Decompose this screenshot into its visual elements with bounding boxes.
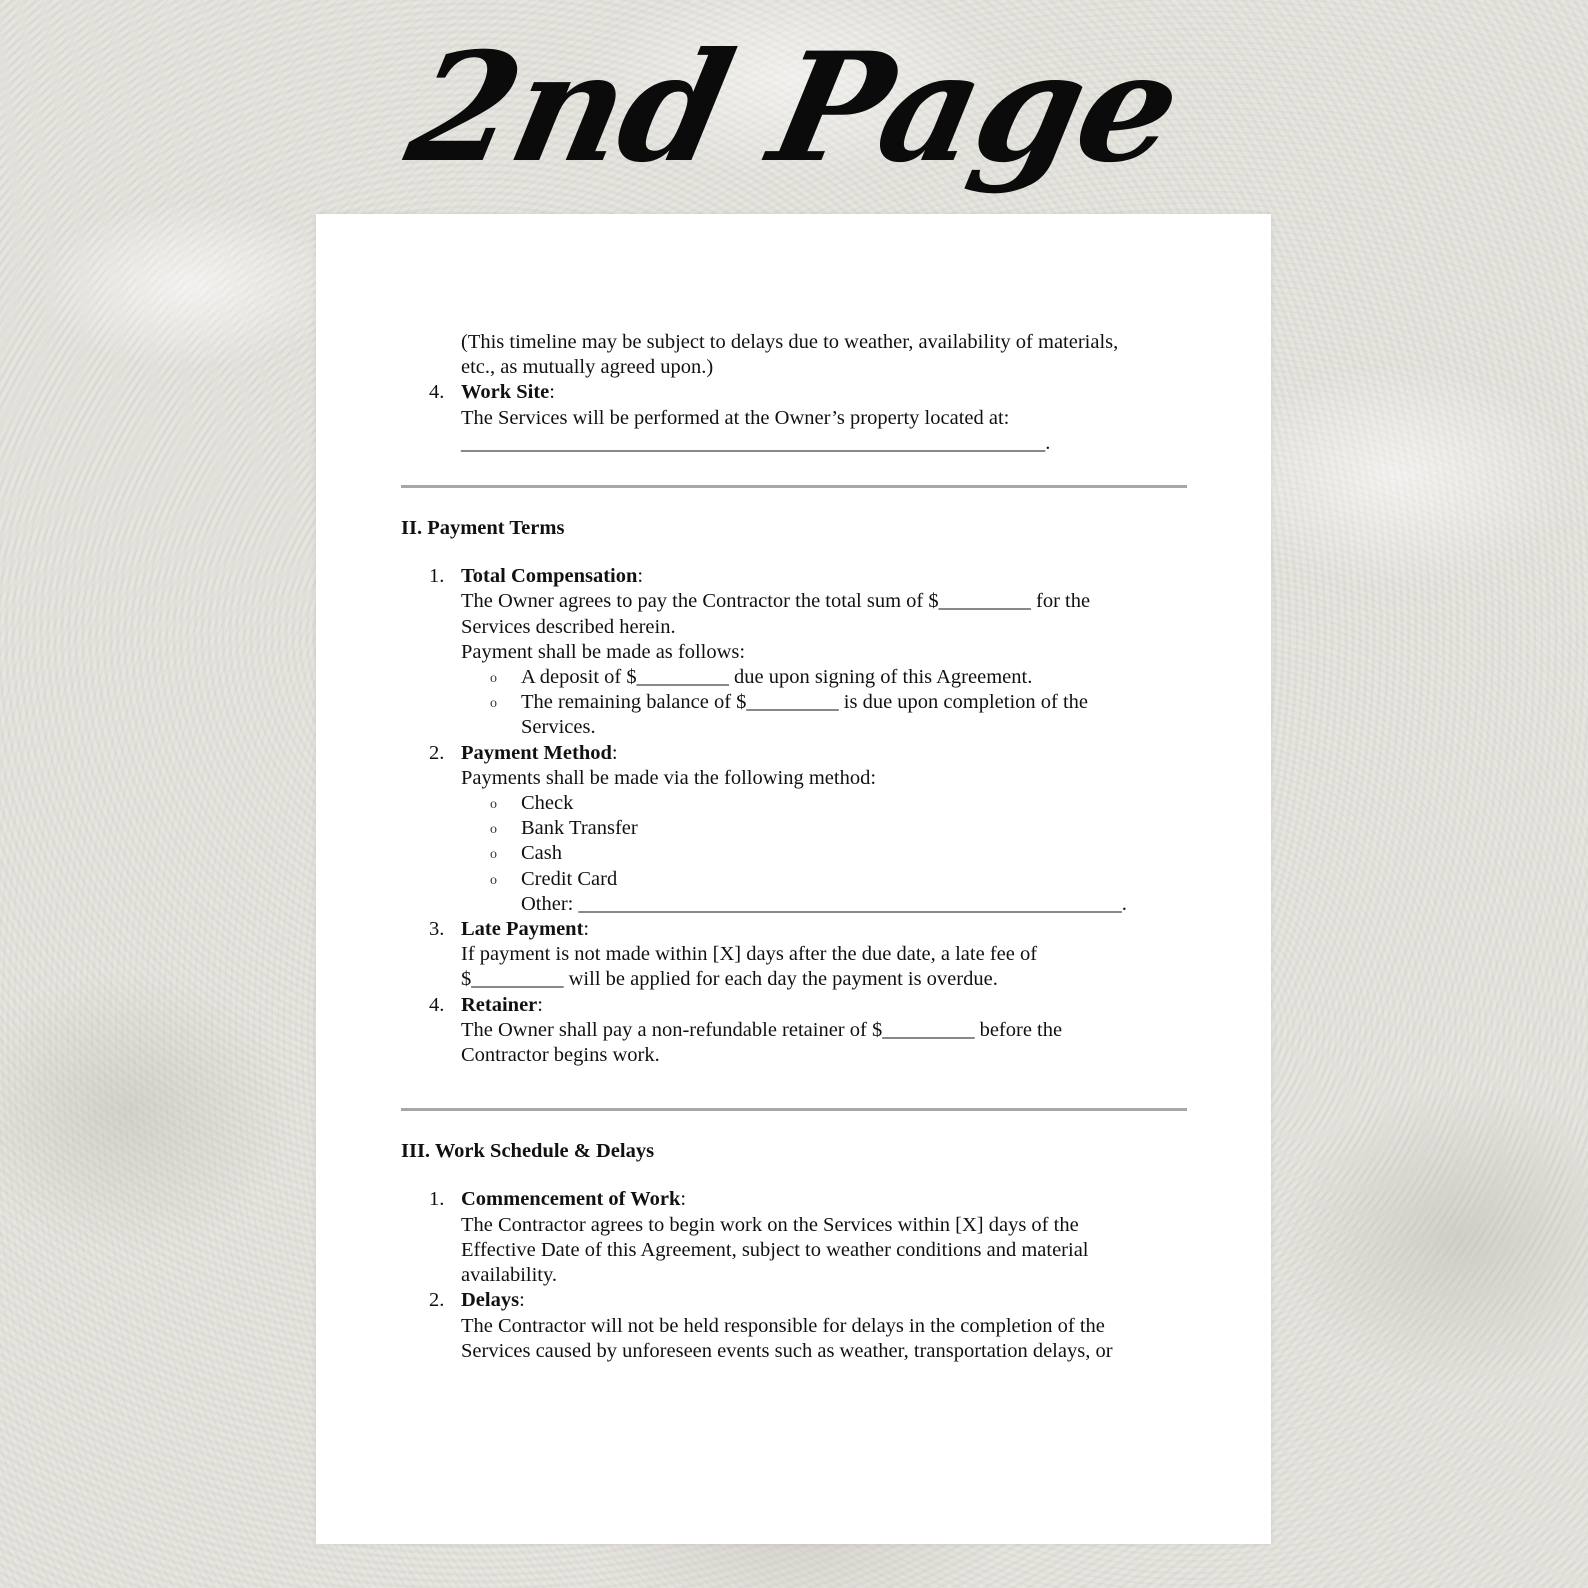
list-item: 2. Payment Method: [461,741,1187,766]
item-text: Payments shall be made via the following method: [461,766,877,789]
item-number: 1. [429,565,445,588]
document-page [316,214,1271,1544]
list-item: 2. Delays: [461,1288,1187,1313]
item-label: Late Payment [461,918,584,941]
item-text: The Contractor will not be held responsible for delays in the completion of the [461,1314,1105,1337]
bullet-item: o A deposit of $_________ due upon signing of this Agreement. [521,665,1187,690]
bullet-item: o The remaining balance of $_________ is due upon completion of the [521,690,1187,715]
item-label: Retainer [461,993,538,1016]
item-number: 3. [429,918,445,941]
bullet-item: o Cash [521,841,1187,866]
page-banner-title: 2nd Page [394,20,1194,196]
timeline-note-line-1: (This timeline may be subject to delays due to weather, availability of materials, [461,331,1119,353]
work-site-text: The Services will be performed at the Owner’s property located at: [461,406,1010,429]
item-text: Services described herein. [461,615,676,638]
work-site-address-blank[interactable]: _________________________________________________________. [461,431,1051,454]
item-text: Contractor begins work. [461,1044,660,1067]
bullet-item: o Credit Card [521,867,1187,892]
other-method-blank[interactable]: Other: _____________________________________________________. [521,892,1127,915]
hollow-bullet-icon: o [490,696,497,712]
item-label: Total Compensation [461,565,638,588]
item-text: The Owner agrees to pay the Contractor the total sum of $_________ for the [461,590,1091,613]
item-text: availability. [461,1264,558,1287]
item-text: If payment is not made within [X] days after the due date, a late fee of [461,943,1038,966]
item-text: The Owner shall pay a non-refundable retainer of $_________ before the [461,1018,1063,1041]
bullet-item-other [521,892,1187,917]
document-content [401,330,1187,1364]
hollow-bullet-icon: o [490,797,497,813]
list-item: 4. Retainer: [461,993,1187,1018]
list-item: 1. Total Compensation: [461,564,1187,589]
section-heading-work-schedule: III. Work Schedule & Delays [401,1140,655,1163]
section-heading-payment-terms: II. Payment Terms [401,517,565,540]
item-number: 2. [429,1289,445,1312]
item-label: Commencement of Work [461,1188,681,1211]
item-text: Payment shall be made as follows: [461,640,746,663]
bullet-item: o Bank Transfer [521,816,1187,841]
hollow-bullet-icon: o [490,872,497,888]
item-label: Payment Method [461,741,612,764]
timeline-note-line-2: etc., as mutually agreed upon.) [461,356,714,379]
item-text: The Contractor agrees to begin work on the Services within [X] days of the [461,1213,1079,1236]
hollow-bullet-icon: o [490,671,497,687]
item-number: 4. [429,993,445,1016]
item-text: $_________ will be applied for each day the payment is overdue. [461,968,998,991]
item-label: Work Site [461,381,550,404]
work-site-item: 4. Work Site: [461,380,1187,405]
item-number: 2. [429,741,445,764]
hollow-bullet-icon: o [490,847,497,863]
item-number: 4. [429,381,445,404]
bullet-item-continued: Services. [521,716,596,739]
list-item: 1. Commencement of Work: [461,1187,1187,1212]
hollow-bullet-icon: o [490,822,497,838]
bullet-item: o Check [521,791,1187,816]
item-text: Services caused by unforeseen events such as weather, transportation delays, or [461,1339,1113,1362]
list-item: 3. Late Payment: [461,917,1187,942]
item-text: Effective Date of this Agreement, subject to weather conditions and material [461,1238,1089,1261]
item-number: 1. [429,1188,445,1211]
item-label: Delays [461,1289,520,1312]
